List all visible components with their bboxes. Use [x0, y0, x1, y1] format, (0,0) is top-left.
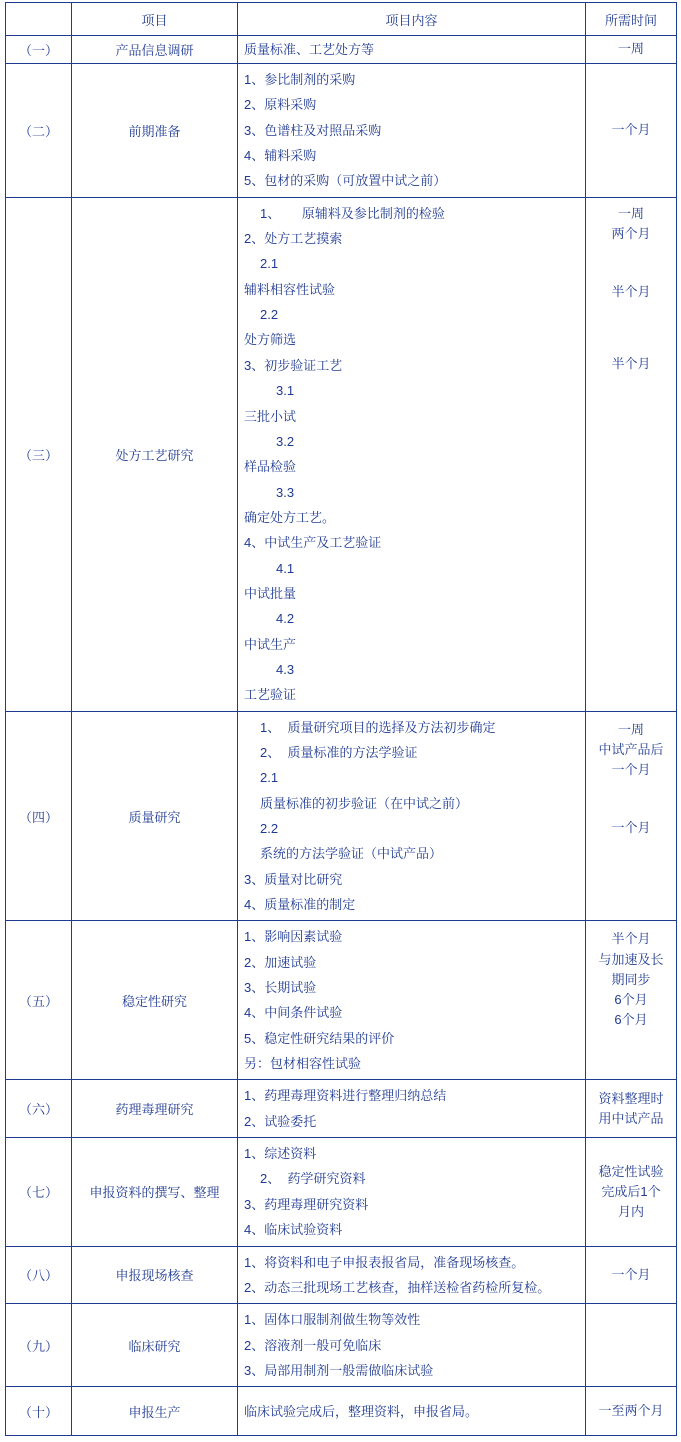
row-content: [238, 711, 586, 921]
row-content: [238, 1246, 586, 1304]
content-line: 质量标准的初步验证（在中试之前）: [260, 795, 469, 811]
content-line: 5、包材的采购（可放置中试之前）: [244, 173, 447, 189]
row-time: [586, 711, 677, 921]
row-content: [238, 1304, 586, 1387]
content-line: 3.1: [276, 383, 295, 399]
time-line: 两个月: [611, 225, 651, 241]
project-plan-table: [5, 2, 677, 1436]
table-row: [6, 1080, 677, 1138]
time-line: 一周: [617, 721, 644, 737]
header-time: 所需时间: [586, 3, 677, 36]
content-line: 中试批量: [244, 585, 297, 601]
content-line: 2.1: [260, 256, 279, 272]
content-line: 3、药理毒理研究资料: [244, 1196, 369, 1212]
row-content: [238, 1080, 586, 1138]
row-item: 处方工艺研究: [72, 197, 238, 711]
content-line: 2、 质量标准的方法学验证: [260, 744, 418, 760]
content-line: 1、综述资料: [244, 1146, 317, 1162]
content-line: 5、稳定性研究结果的评价: [244, 1030, 395, 1046]
content-line: 2、动态三批现场工艺核查，抽样送检省药检所复检。: [244, 1279, 551, 1295]
content-line: 4、中间条件试验: [244, 1005, 343, 1021]
table-row: [6, 921, 677, 1080]
row-index: （十）: [6, 1387, 72, 1436]
content-line: 3、质量对比研究: [244, 871, 343, 887]
content-line: 1、 质量研究项目的选择及方法初步确定: [260, 719, 496, 735]
content-line: 临床试验完成后，整理资料，申报省局。: [244, 1403, 479, 1419]
content-line: 处方筛选: [244, 332, 297, 348]
content-line: 3、长期试验: [244, 980, 317, 996]
content-line: 2、原料采购: [244, 97, 317, 113]
table-row: [6, 36, 677, 64]
table-row: [6, 711, 677, 921]
content-line: 辅料相容性试验: [244, 281, 336, 297]
spacer: [590, 780, 672, 818]
time-line: 完成后1个: [601, 1183, 661, 1199]
time-line: 中试产品后: [598, 741, 664, 757]
row-content: [238, 921, 586, 1080]
content-line: 1、 原辅料及参比制剂的检验: [260, 205, 445, 221]
table-row: [6, 1138, 677, 1246]
table-row: [6, 1387, 677, 1436]
row-index: （九）: [6, 1304, 72, 1387]
content-line: 3、初步验证工艺: [244, 357, 343, 373]
row-item: 前期准备: [72, 64, 238, 198]
row-time: [586, 1080, 677, 1138]
row-content: [238, 36, 586, 64]
content-line: 三批小试: [244, 408, 297, 424]
table-row: [6, 197, 677, 711]
content-line: 4.1: [276, 560, 295, 576]
row-time: [586, 36, 677, 64]
row-time: [586, 1304, 677, 1387]
row-time: [586, 197, 677, 711]
content-line: 4、质量标准的制定: [244, 897, 356, 913]
content-line: 2.2: [260, 821, 279, 837]
content-line: 4、临床试验资料: [244, 1222, 343, 1238]
content-line: 1、将资料和电子申报表报省局，准备现场核查。: [244, 1254, 525, 1270]
time-line: 6个月: [614, 991, 648, 1007]
content-line: 质量标准、工艺处方等: [244, 42, 375, 57]
time-line: 月内: [617, 1203, 644, 1219]
content-line: 确定处方工艺。: [244, 509, 336, 525]
content-line: 2、试验委托: [244, 1113, 317, 1129]
header-content: 项目内容: [238, 3, 586, 36]
content-line: 2、处方工艺摸索: [244, 231, 343, 247]
content-line: 样品检验: [244, 459, 297, 475]
spacer: [590, 244, 672, 282]
content-line: 2、加速试验: [244, 954, 317, 970]
content-line: 2.2: [260, 307, 279, 323]
content-line: 4、中试生产及工艺验证: [244, 535, 382, 551]
content-line: 3.2: [276, 433, 295, 449]
content-line: 2.1: [260, 770, 279, 786]
row-content: [238, 197, 586, 711]
row-content: [238, 64, 586, 198]
row-item: 申报现场核查: [72, 1246, 238, 1304]
row-time: [586, 64, 677, 198]
spacer: [590, 302, 672, 354]
content-line: 2、 药学研究资料: [260, 1171, 366, 1187]
table-header-row: [6, 3, 677, 36]
row-item: 产品信息调研: [72, 36, 238, 64]
time-line: 一个月: [611, 761, 651, 777]
table-row: [6, 1304, 677, 1387]
row-item: 临床研究: [72, 1304, 238, 1387]
table-row: [6, 64, 677, 198]
header-index: [6, 3, 72, 36]
content-line: 4.2: [276, 611, 295, 627]
time-line: 资料整理时: [598, 1090, 664, 1106]
time-line: 半个月: [611, 284, 651, 300]
content-line: 1、影响因素试验: [244, 929, 343, 945]
row-index: （七）: [6, 1138, 72, 1246]
row-index: （八）: [6, 1246, 72, 1304]
content-line: 工艺验证: [244, 687, 297, 703]
time-line: 半个月: [611, 931, 651, 947]
time-line: 用中试产品: [598, 1110, 664, 1126]
content-line: 2、溶液剂一般可免临床: [244, 1337, 382, 1353]
row-index: （二）: [6, 64, 72, 198]
row-item: 稳定性研究: [72, 921, 238, 1080]
row-time: [586, 921, 677, 1080]
row-content: [238, 1138, 586, 1246]
content-line: 4、辅料采购: [244, 148, 317, 164]
content-line: 3.3: [276, 484, 295, 500]
content-line: 系统的方法学验证（中试产品）: [260, 846, 443, 862]
time-line: 一个月: [611, 1266, 651, 1282]
time-line: 一周: [617, 41, 644, 57]
table-row: [6, 1246, 677, 1304]
row-item: 质量研究: [72, 711, 238, 921]
row-item: 申报生产: [72, 1387, 238, 1436]
row-item: 药理毒理研究: [72, 1080, 238, 1138]
row-index: （六）: [6, 1080, 72, 1138]
content-line: 4.3: [276, 661, 295, 677]
row-index: （一）: [6, 36, 72, 64]
time-line: 一个月: [611, 820, 651, 836]
time-line: 半个月: [611, 356, 651, 372]
time-line: 6个月: [614, 1011, 648, 1027]
row-time: [586, 1246, 677, 1304]
time-line: 与加速及长: [598, 951, 664, 967]
content-line: 另：包材相容性试验: [244, 1056, 362, 1072]
time-line: 一至两个月: [598, 1403, 664, 1419]
time-line: 一周: [617, 205, 644, 221]
content-line: 3、局部用制剂一般需做临床试验: [244, 1362, 434, 1378]
content-line: 1、药理毒理资料进行整理归纳总结: [244, 1088, 447, 1104]
content-line: 1、固体口服制剂做生物等效性: [244, 1312, 421, 1328]
header-item: 项目: [72, 3, 238, 36]
time-line: 一个月: [611, 122, 651, 138]
time-line: 期同步: [611, 971, 651, 987]
row-index: （三）: [6, 197, 72, 711]
row-time: [586, 1138, 677, 1246]
row-time: [586, 1387, 677, 1436]
row-content: [238, 1387, 586, 1436]
content-line: 中试生产: [244, 636, 297, 652]
row-item: 申报资料的撰写、整理: [72, 1138, 238, 1246]
time-line: 稳定性试验: [598, 1163, 664, 1179]
row-index: （五）: [6, 921, 72, 1080]
row-index: （四）: [6, 711, 72, 921]
content-line: 3、色谱柱及对照品采购: [244, 122, 382, 138]
content-line: 1、参比制剂的采购: [244, 72, 356, 88]
